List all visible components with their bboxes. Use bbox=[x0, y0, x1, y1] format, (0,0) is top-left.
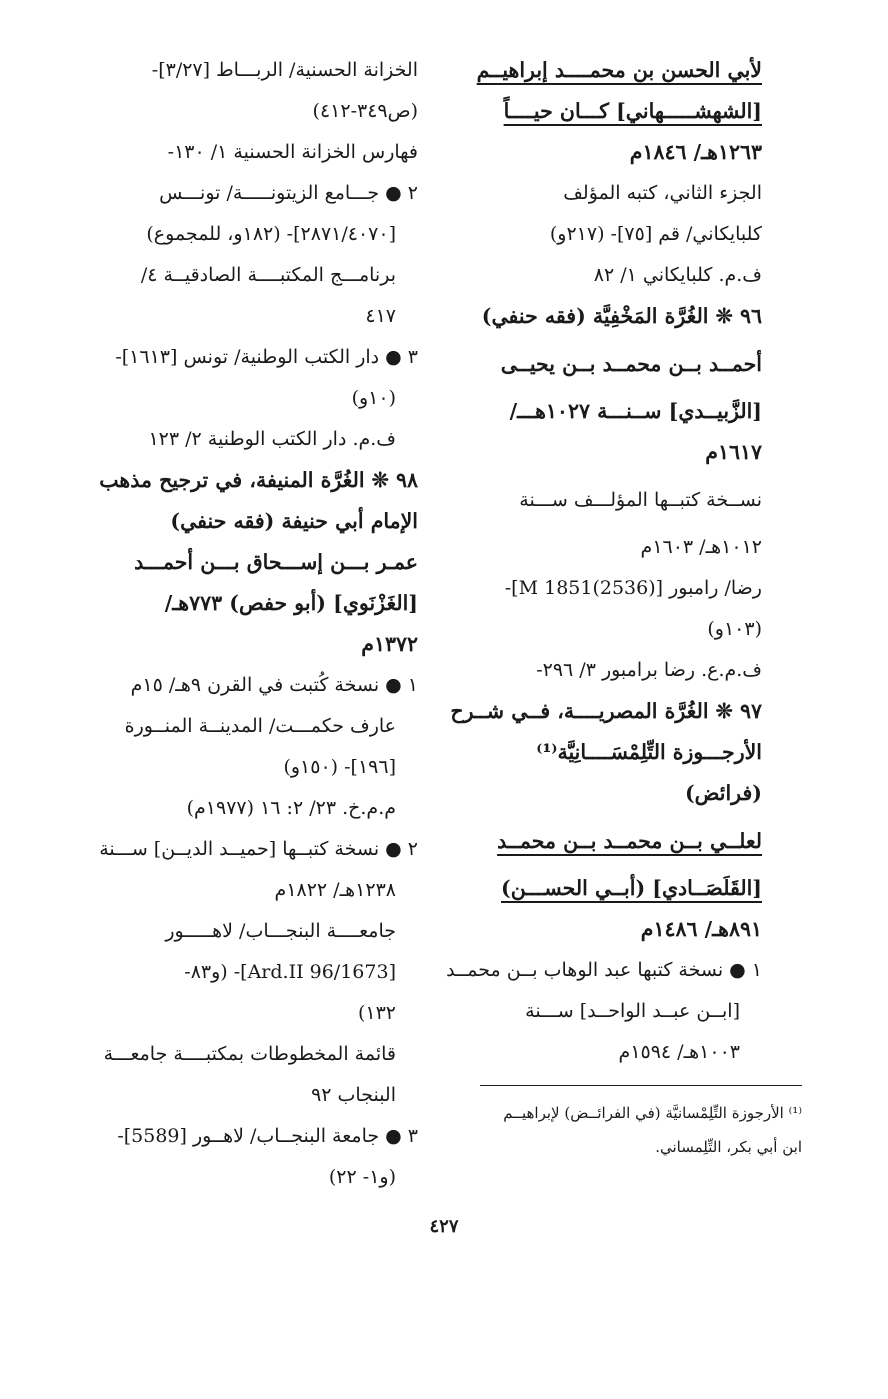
text-line: عمـر بـــن إســـحاق بـــن أحمـــد bbox=[134, 550, 418, 574]
page-number: ٤٢٧ bbox=[429, 1216, 459, 1237]
text-line: ٢ ● جـــامع الزيتونـــــة/ تونـــس bbox=[159, 182, 418, 204]
text-line: ١٣٢) bbox=[357, 1002, 396, 1024]
text-line: ٣ ● جامعة البنجــاب/ لاهــور [5589]- bbox=[117, 1125, 418, 1147]
text-line: ١ ● نسخة كتبها عبد الوهاب بــن محمــد bbox=[446, 959, 762, 981]
text-line: ٣ ● دار الكتب الوطنية/ تونس [١٦١٣]- bbox=[115, 346, 418, 368]
footnote-line: ⁽¹⁾ الأرجوزة التِّلِمْسانيَّة (في الفرائــض) لإبراهيــم bbox=[503, 1104, 802, 1122]
text-line: (١٠و) bbox=[351, 387, 396, 409]
text-line: (و١- ٢٢) bbox=[328, 1166, 396, 1188]
text-line: ١٢٣٨هـ/ ١٨٢٢م bbox=[274, 879, 396, 901]
text-line: [الغَزْنَوي] (أبو حفص) ٧٧٣هـ/ bbox=[164, 591, 418, 615]
text-line: (ص٣٤٩-٤١٢) bbox=[312, 100, 418, 122]
text-line: (فرائض) bbox=[684, 781, 762, 805]
text-line: (١٠٣و) bbox=[707, 618, 762, 640]
text-line: [القَلَصَــادي] (أبــي الحســـن) bbox=[501, 876, 762, 900]
text-line: ١٠٠٣هـ/ ١٥٩٤م bbox=[618, 1041, 740, 1063]
text-line: الخزانة الحسنية/ الربـــاط [٣/٢٧]- bbox=[151, 59, 418, 81]
text-line: [الشهشـــــهاني] كـــان حيــــاً bbox=[503, 99, 762, 123]
text-line: ١ ● نسخة كُتبت في القرن ٩هـ/ ١٥م bbox=[130, 674, 418, 696]
text-line: ٩٧ ❊ الغُرَّة المصريــــة، فــي شــرح bbox=[450, 699, 762, 723]
text-line: جامعــــة البنجـــاب/ لاهـــــور bbox=[165, 920, 396, 942]
text-line: ف.م. دار الكتب الوطنية ٢/ ١٢٣ bbox=[148, 428, 396, 450]
text-line: ١٣٧٢م bbox=[361, 632, 418, 656]
text-line: ف.م.ع. رضا برامبور ٣/ ٢٩٦- bbox=[536, 659, 762, 681]
text-line: ١٢٦٣هـ/ ١٨٤٦م bbox=[629, 140, 762, 164]
text-line: فهارس الخزانة الحسنية ١/ ١٣٠- bbox=[167, 141, 418, 163]
text-line: لعلــي بــن محمــد بــن محمــد bbox=[497, 829, 762, 853]
text-line: نســخة كتبــها المؤلـــف ســـنة bbox=[519, 489, 762, 511]
left-column bbox=[80, 50, 418, 1198]
text-line: ١٦١٧م bbox=[705, 440, 762, 464]
footnote-divider bbox=[480, 1085, 802, 1086]
text-line: قائمة المخطوطات بمكتبــــة جامعـــة bbox=[103, 1043, 396, 1065]
text-line: [١٩٦]- (١٥٠و) bbox=[283, 756, 396, 778]
text-line: ١٠١٢هـ/ ١٦٠٣م bbox=[640, 536, 762, 558]
text-line: الجزء الثاني، كتبه المؤلف bbox=[563, 182, 762, 204]
text-line: ٨٩١هـ/ ١٤٨٦م bbox=[640, 917, 762, 941]
footnotes bbox=[480, 1096, 802, 1164]
text-line: [الزَّبيــدي] ســنـــة ١٠٢٧هـــ/ bbox=[509, 399, 762, 423]
text-line: الإمام أبي حنيفة (فقه حنفي) bbox=[170, 509, 418, 533]
text-line: م.م.خ. ٢٣/ ٢: ١٦ (١٩٧٧م) bbox=[186, 797, 396, 819]
text-line: الأرجـــوزة التِّلِمْسَــــانِيَّة⁽¹⁾ bbox=[536, 740, 762, 764]
text-line: ٤١٧ bbox=[365, 305, 396, 327]
right-column bbox=[430, 50, 762, 1073]
text-line: رضا/ رامبور [M 1851(2536)]- bbox=[504, 577, 762, 599]
text-line: كلبايكاني/ قم [٧٥]- (٢١٧و) bbox=[549, 223, 762, 245]
text-line: [٢٨٧١/٤٠٧٠]- (١٨٢و، للمجموع) bbox=[146, 223, 396, 245]
text-line: أحمــد بــن محمــد بــن يحيــى bbox=[500, 352, 762, 376]
text-line: ٩٨ ❊ الغُرَّة المنيفة، في ترجيح مذهب bbox=[99, 468, 418, 492]
text-line: ٢ ● نسخة كتبــها [حميــد الديــن] ســـنة bbox=[99, 838, 418, 860]
text-line: ٩٦ ❊ الغُرَّة المَخْفِيَّة (فقه حنفي) bbox=[481, 304, 762, 328]
text-line: البنجاب ٩٢ bbox=[311, 1084, 396, 1106]
footnote-line: ابن أبي بكر، التِّلِمساني. bbox=[655, 1138, 802, 1156]
text-line: ف.م. كلبايكاني ١/ ٨٢ bbox=[593, 264, 762, 286]
text-line: برنامـــج المكتبــــة الصادقيــة ٤/ bbox=[140, 264, 396, 286]
text-line: [ابــن عبــد الواحــد] ســـنة bbox=[525, 1000, 740, 1022]
text-line: عارف حكمـــت/ المدينــة المنــورة bbox=[124, 715, 396, 737]
text-line: [Ard.II 96/1673]- (و٨٣- bbox=[184, 961, 396, 983]
text-line: لأبي الحسن بن محمــــد إبراهيــم bbox=[476, 58, 762, 82]
